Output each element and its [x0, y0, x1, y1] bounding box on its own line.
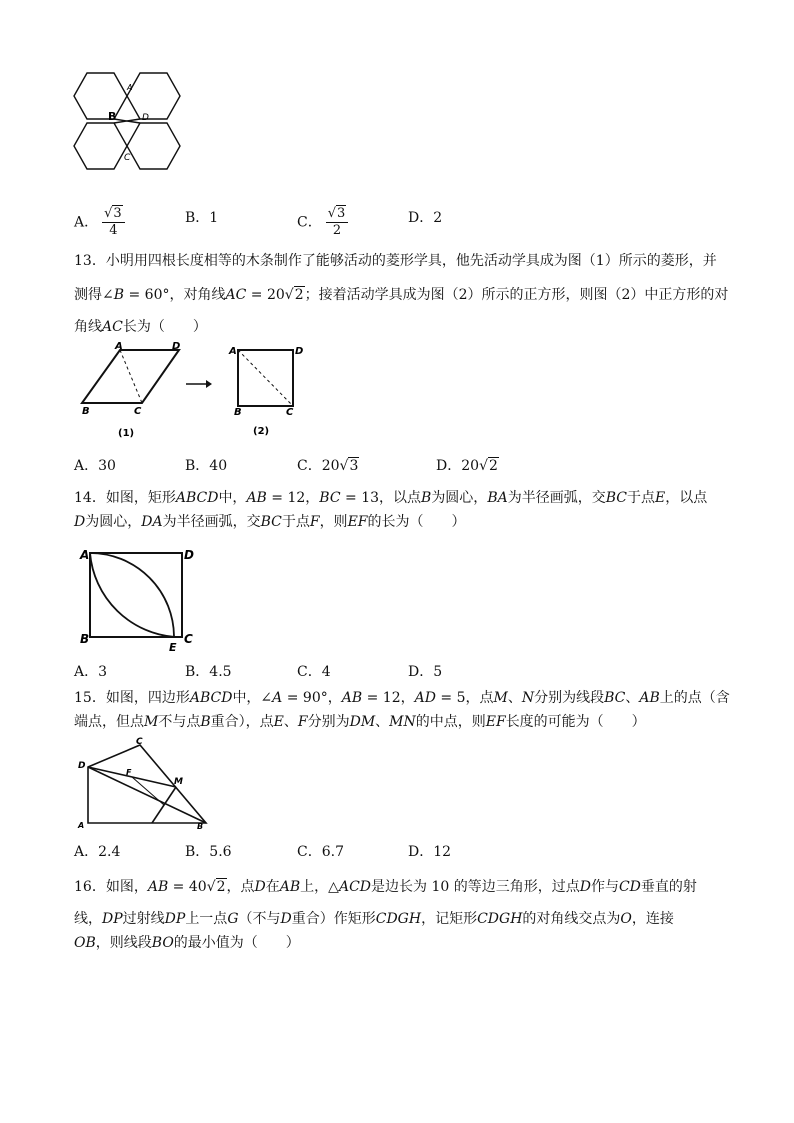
q14-label-a: A: [80, 548, 90, 562]
q13-fig1-d: D: [172, 342, 181, 352]
q13-option-c: C．20√3: [297, 458, 359, 474]
q14-label-b: B: [80, 632, 90, 646]
q13-arrow-head: [206, 380, 212, 388]
q13-text-line1: 13．小明用四根长度相等的木条制作了能够活动的菱形学具，他先活动学具成为图（1）所示的菱形，并: [74, 253, 717, 269]
q15-figure: [76, 737, 216, 833]
q13-fig1-b: B: [82, 406, 90, 417]
q13-square-diagonal: [238, 350, 293, 406]
q12-label-b: B: [108, 110, 117, 123]
hexagon-bottom-right: [127, 123, 180, 169]
q14-option-d: D．5: [408, 664, 443, 680]
q15-quadrilateral: [88, 745, 206, 823]
q13-option-d: D．20√2: [436, 458, 498, 474]
q14-text-line2: D为圆心，DA为半径画弧，交BC于点F，则EF的长为（ ）: [74, 514, 466, 530]
q14-option-a: A．3: [74, 664, 108, 680]
q13-fig2-a: A: [229, 346, 237, 357]
q12-label-a: A: [127, 83, 133, 92]
q12-option-d: D．2: [408, 210, 443, 226]
q15-label-f: F: [126, 768, 132, 777]
q16-text-line1: 16．如图，AB = 40√2，点D在AB上，△ACD是边长为 10 的等边三角形，过点D作与CD垂直的射: [74, 879, 697, 895]
q14-label-c: C: [184, 632, 193, 646]
q13-fig2-caption: (2): [253, 426, 270, 437]
q15-segment-db: [88, 767, 206, 823]
q13-fig1-a: A: [115, 342, 123, 352]
q13-figure: [76, 342, 316, 442]
q13-rhombus: [82, 350, 179, 403]
q13-option-a: A．30: [74, 458, 116, 474]
q15-label-c: C: [136, 737, 143, 747]
q12-label-c: C: [124, 153, 131, 163]
q13-fig1-caption: (1): [118, 428, 135, 439]
q15-label-a: A: [78, 821, 85, 830]
q15-option-a: A．2.4: [74, 844, 121, 860]
q13-fig1-c: C: [134, 406, 142, 417]
q12-label-d: D: [142, 113, 149, 123]
q15-option-c: C．6.7: [297, 844, 344, 860]
q12-option-c: C． $\frac{√3}{2}$: [297, 206, 348, 239]
q14-option-c: C．4: [297, 664, 331, 680]
q13-option-b: B．40: [185, 458, 228, 474]
q14-option-b: B．4.5: [185, 664, 232, 680]
q13-fig2-c: C: [286, 407, 294, 418]
q15-option-d: D．12: [408, 844, 452, 860]
q15-text-line2: 端点，但点M不与点B重合），点E、F分别为DM、MN的中点，则EF长度的可能为（ ）: [74, 714, 646, 730]
q12-option-a: A． $\frac{√3}{4}$: [74, 206, 125, 239]
q12-hexagon-figure: [72, 72, 184, 174]
q14-text-line1: 14．如图，矩形ABCD中，AB = 12，BC = 13，以点B为圆心，BA为半径画弧，交BC于点E，以点: [74, 490, 708, 506]
hexagon-bottom-left: [74, 123, 127, 169]
q13-text-line2: 测得∠B = 60°，对角线AC = 20√2；接着活动学具成为图（2）所示的正方形，则图（2）中正方形的对: [74, 287, 729, 303]
hexagon-top-left: [74, 73, 127, 119]
q13-rhombus-diagonal: [120, 350, 142, 403]
q15-label-b: B: [197, 822, 204, 831]
q16-text-line2: 线，DP过射线DP上一点G（不与D重合）作矩形CDGH，记矩形CDGH的对角线交点为O，连接: [74, 911, 674, 927]
q15-label-d: D: [78, 761, 86, 771]
q14-label-d: D: [184, 548, 194, 562]
q13-text-line3: 角线AC长为（ ）: [74, 319, 207, 335]
q15-text-line1: 15．如图，四边形ABCD中，∠A = 90°，AB = 12，AD = 5，点M、N分别为线段BC、AB上的点（含: [74, 690, 730, 706]
q14-figure: [76, 545, 201, 653]
q14-label-e: E: [169, 641, 177, 653]
hexagon-top-right: [127, 73, 180, 119]
q14-arc-from-b: [90, 553, 174, 637]
q13-fig2-b: B: [234, 407, 242, 418]
q16-text-line3: OB，则线段BO的最小值为（ ）: [74, 935, 300, 951]
q12-option-b: B．1: [185, 210, 219, 226]
q15-option-b: B．5.6: [185, 844, 232, 860]
q13-fig2-d: D: [295, 346, 304, 357]
q15-label-m: M: [174, 777, 183, 787]
